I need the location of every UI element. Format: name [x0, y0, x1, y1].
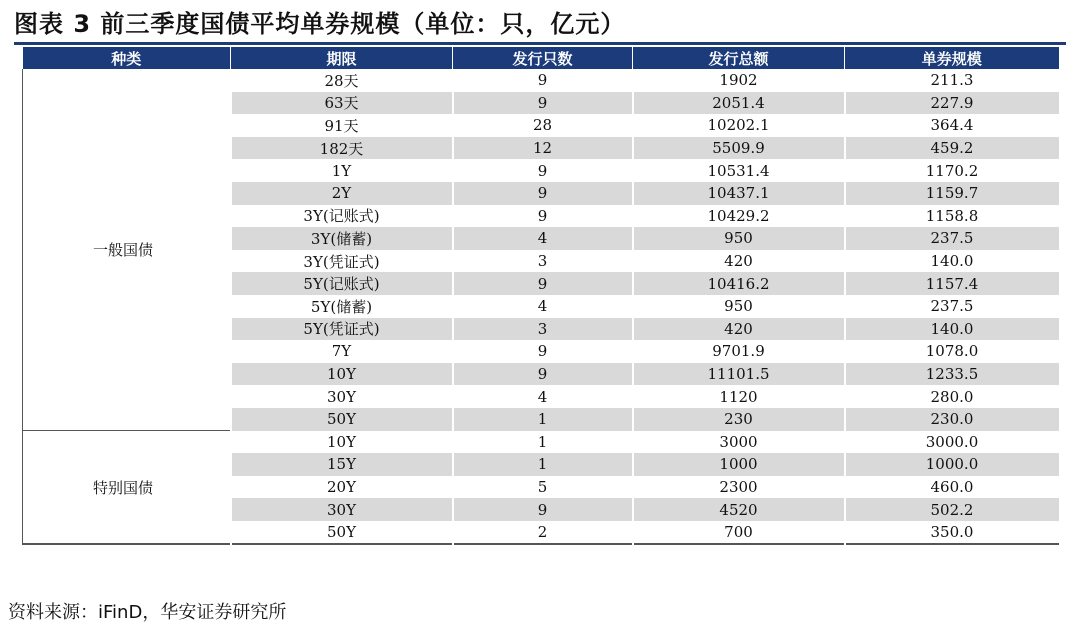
term-cell: 3Y(储蓄) — [231, 227, 453, 250]
count-cell: 4 — [453, 385, 633, 408]
avg-size-cell: 502.2 — [845, 498, 1059, 521]
term-cell: 10Y — [231, 363, 453, 386]
total-cell: 11101.5 — [633, 363, 845, 386]
count-cell: 9 — [453, 92, 633, 115]
count-cell: 9 — [453, 498, 633, 521]
term-cell: 50Y — [231, 408, 453, 431]
count-cell: 3 — [453, 250, 633, 273]
total-cell: 10437.1 — [633, 182, 845, 205]
count-cell: 1 — [453, 408, 633, 431]
bond-issuance-table — [22, 47, 1059, 545]
term-cell: 50Y — [231, 521, 453, 545]
header-category: 种类 — [23, 47, 231, 69]
avg-size-cell: 1158.8 — [845, 205, 1059, 228]
count-cell: 9 — [453, 340, 633, 363]
count-cell: 1 — [453, 431, 633, 454]
table-row — [23, 69, 1059, 92]
total-cell: 10429.2 — [633, 205, 845, 228]
header-total: 发行总额 — [633, 47, 845, 69]
total-cell: 2051.4 — [633, 92, 845, 115]
total-cell: 950 — [633, 227, 845, 250]
count-cell: 9 — [453, 205, 633, 228]
avg-size-cell: 230.0 — [845, 408, 1059, 431]
title-underline — [14, 42, 1066, 45]
term-cell: 1Y — [231, 159, 453, 182]
avg-size-cell: 3000.0 — [845, 431, 1059, 454]
term-cell: 182天 — [231, 137, 453, 160]
total-cell: 9701.9 — [633, 340, 845, 363]
source-note: 资料来源：iFinD，华安证券研究所 — [8, 602, 287, 623]
avg-size-cell: 280.0 — [845, 385, 1059, 408]
avg-size-cell: 460.0 — [845, 476, 1059, 499]
avg-size-cell: 140.0 — [845, 318, 1059, 341]
category-cell: 特别国债 — [23, 431, 231, 545]
header-term: 期限 — [231, 47, 453, 69]
count-cell: 9 — [453, 272, 633, 295]
table-row — [23, 431, 1059, 454]
total-cell: 420 — [633, 318, 845, 341]
count-cell: 1 — [453, 453, 633, 476]
avg-size-cell: 459.2 — [845, 137, 1059, 160]
avg-size-cell: 1170.2 — [845, 159, 1059, 182]
total-cell: 3000 — [633, 431, 845, 454]
count-cell: 9 — [453, 363, 633, 386]
avg-size-cell: 237.5 — [845, 295, 1059, 318]
count-cell: 12 — [453, 137, 633, 160]
figure-title: 图表 3 前三季度国债平均单券规模（单位：只，亿元） — [14, 10, 626, 38]
term-cell: 7Y — [231, 340, 453, 363]
total-cell: 2300 — [633, 476, 845, 499]
count-cell: 5 — [453, 476, 633, 499]
table-body — [23, 69, 1059, 544]
avg-size-cell: 1233.5 — [845, 363, 1059, 386]
avg-size-cell: 350.0 — [845, 521, 1059, 545]
count-cell: 28 — [453, 114, 633, 137]
term-cell: 63天 — [231, 92, 453, 115]
header-avg-size: 单券规模 — [845, 47, 1059, 69]
term-cell: 10Y — [231, 431, 453, 454]
term-cell: 20Y — [231, 476, 453, 499]
term-cell: 15Y — [231, 453, 453, 476]
term-cell: 3Y(凭证式) — [231, 250, 453, 273]
total-cell: 5509.9 — [633, 137, 845, 160]
term-cell: 5Y(储蓄) — [231, 295, 453, 318]
total-cell: 950 — [633, 295, 845, 318]
total-cell: 1000 — [633, 453, 845, 476]
term-cell: 3Y(记账式) — [231, 205, 453, 228]
avg-size-cell: 140.0 — [845, 250, 1059, 273]
avg-size-cell: 364.4 — [845, 114, 1059, 137]
term-cell: 30Y — [231, 498, 453, 521]
count-cell: 9 — [453, 69, 633, 92]
total-cell: 10531.4 — [633, 159, 845, 182]
total-cell: 4520 — [633, 498, 845, 521]
category-cell: 一般国债 — [23, 69, 231, 431]
count-cell: 3 — [453, 318, 633, 341]
total-cell: 1902 — [633, 69, 845, 92]
total-cell: 10202.1 — [633, 114, 845, 137]
avg-size-cell: 237.5 — [845, 227, 1059, 250]
table-header-row — [23, 47, 1059, 69]
term-cell: 5Y(记账式) — [231, 272, 453, 295]
term-cell: 91天 — [231, 114, 453, 137]
avg-size-cell: 1159.7 — [845, 182, 1059, 205]
avg-size-cell: 227.9 — [845, 92, 1059, 115]
avg-size-cell: 1078.0 — [845, 340, 1059, 363]
total-cell: 230 — [633, 408, 845, 431]
total-cell: 1120 — [633, 385, 845, 408]
avg-size-cell: 1000.0 — [845, 453, 1059, 476]
count-cell: 9 — [453, 159, 633, 182]
count-cell: 4 — [453, 295, 633, 318]
count-cell: 9 — [453, 182, 633, 205]
term-cell: 5Y(凭证式) — [231, 318, 453, 341]
total-cell: 420 — [633, 250, 845, 273]
total-cell: 10416.2 — [633, 272, 845, 295]
avg-size-cell: 1157.4 — [845, 272, 1059, 295]
header-count: 发行只数 — [453, 47, 633, 69]
bond-table-container — [22, 47, 1058, 545]
term-cell: 2Y — [231, 182, 453, 205]
count-cell: 2 — [453, 521, 633, 545]
count-cell: 4 — [453, 227, 633, 250]
term-cell: 28天 — [231, 69, 453, 92]
total-cell: 700 — [633, 521, 845, 545]
avg-size-cell: 211.3 — [845, 69, 1059, 92]
term-cell: 30Y — [231, 385, 453, 408]
